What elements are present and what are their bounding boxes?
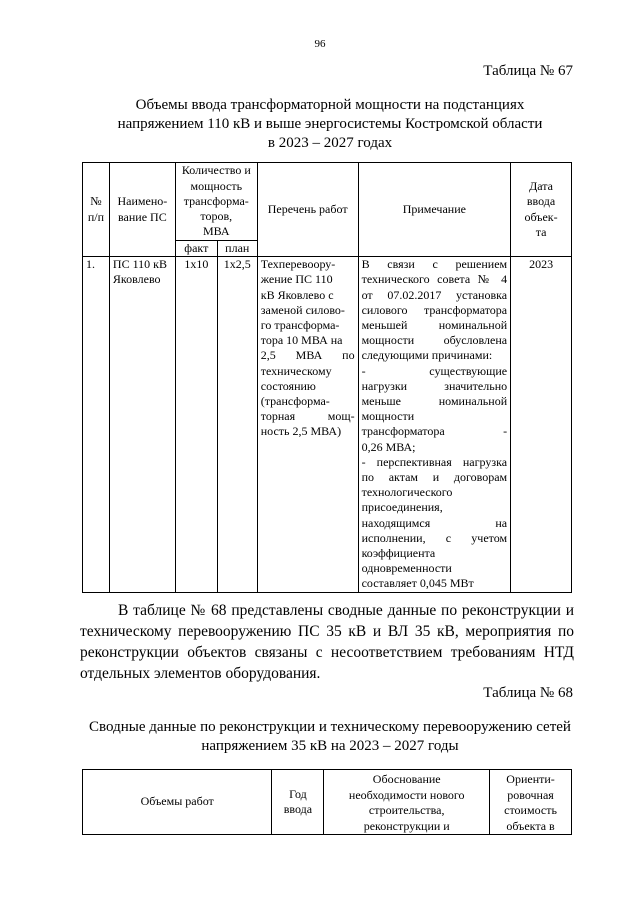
header-date: Дата ввода объек- та — [511, 163, 572, 257]
table-68 — [82, 769, 572, 835]
header-name: Наимено- вание ПС — [109, 163, 175, 257]
cell-works: Техперевоору- жение ПС 110 кВ Яковлево с заменой силово- го трансформа- тора 10 МВА на 2,5 МВА по техническому состоянию (трансформа- торная мощ- ность 2,5 МВА) — [257, 257, 358, 592]
header-qty: Количество и мощность трансформа- торов, МВА — [175, 163, 257, 241]
header-works: Перечень работ — [257, 163, 358, 257]
cell-plan: 1х2,5 — [217, 257, 257, 592]
cell-date: 2023 — [511, 257, 572, 592]
cell-name: ПС 110 кВ Яковлево — [109, 257, 175, 592]
header-year: Год ввода — [272, 770, 324, 835]
table-67 — [82, 162, 572, 593]
page-number: 96 — [314, 38, 326, 50]
table-68-title: Сводные данные по реконструкции и техническому перевооружению сетей напряжением 35 кВ на 2023 – 2027 годы — [89, 719, 571, 754]
header-fact: факт — [175, 241, 217, 257]
header-reason: Обоснование необходимости нового строительства, реконструкции и — [324, 770, 490, 835]
table-68-caption: Таблица № 68 — [483, 685, 573, 701]
cell-num: 1. — [83, 257, 110, 592]
header-num: № п/п — [83, 163, 110, 257]
header-plan: план — [217, 241, 257, 257]
table-67-title: Объемы ввода трансформаторной мощности на подстанциях напряжением 110 кВ и выше энергосистемы Костромской области в 2023 – 2027 годах — [117, 97, 543, 151]
body-paragraph: В таблице № 68 представлены сводные данные по реконструкции и техническому перевооружению ПС 35 кВ и ВЛ 35 кВ, мероприятия по реконструкции объектов связаны с несоответствием требованиям НТД отдельных элементов оборудования. — [80, 602, 574, 682]
table-row — [83, 257, 572, 592]
table-67-caption: Таблица № 67 — [483, 63, 573, 79]
header-note: Примечание — [358, 163, 511, 257]
cell-note: В связи с решением технического совета № 4 от 07.02.2017 установка силового трансформатора меньшей номинальной мощности обусловлена следующими причинами: - существующие нагрузки значительно меньше номинальной мощности трансформатора - 0,26 МВА; - перспективная нагрузка по актам и договорам технологического присоединения, находящимся на исполнении, с учетом коэффициента одновременности составляет 0,045 МВт — [358, 257, 511, 592]
header-works: Объемы работ — [83, 770, 272, 835]
cell-fact: 1х10 — [175, 257, 217, 592]
header-cost: Ориенти- ровочная стоимость объекта в — [490, 770, 572, 835]
